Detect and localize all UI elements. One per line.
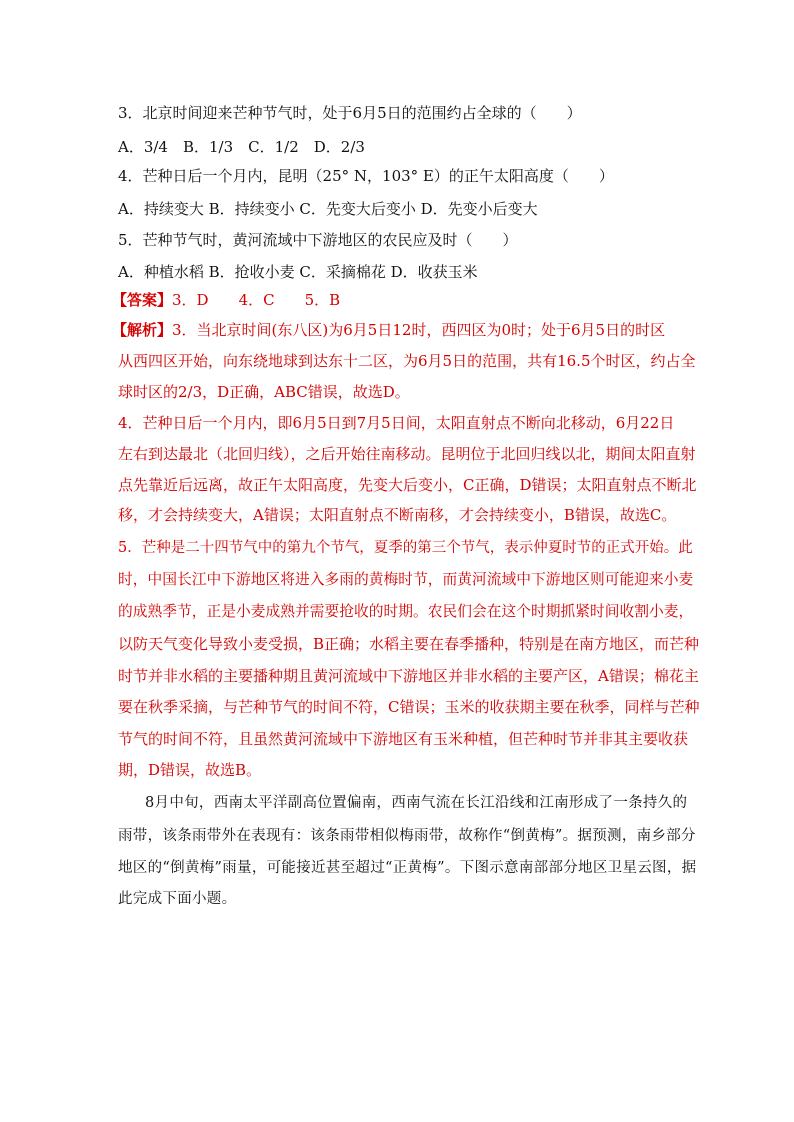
passage-line-1: 8月中旬，西南太平洋副高位置偏南，西南气流在长江沿线和江南形成了一条持久的	[145, 795, 688, 811]
analysis-line-8: 5．芒种是二十四节气中的第九个节气，夏季的第三个节气，表示仲夏时节的正式开始。此	[118, 540, 693, 556]
analysis-line-15: 期，D错误，故选B。	[118, 761, 262, 779]
passage-line-2: 雨带，该条雨带外在表现有：该条雨带相似梅雨带，故称作“倒黄梅”。据预测，南乡部分	[118, 828, 696, 844]
analysis-line-4: 4．芒种日后一个月内，即6月5日到7月5日间，太阳直射点不断向北移动，6月22日	[118, 414, 675, 432]
question-5: 5．芒种节气时，黄河流域中下游地区的农民应及时（ ）	[118, 231, 518, 249]
analysis-line-2: 从西四区开始，向东绕地球到达东十二区，为6月5日的范围，共有16.5个时区，约占全	[118, 352, 696, 370]
analysis-line-5: 左右到达最北（北回归线），之后开始往南移动。昆明位于北回归线以北，期间太阳直射	[118, 445, 696, 463]
analysis-line-11: 以防天气变化导致小麦受损，B正确；水稻主要在春季播种，特别是在南方地区，而芒种	[118, 635, 700, 653]
analysis-line-13: 要在秋季采摘，与芒种节气的时间不符，C错误；玉米的收获期主要在秋季，同样与芒种	[118, 698, 700, 716]
passage-line-4: 此完成下面小题。	[118, 891, 237, 907]
analysis-line-9: 时，中国长江中下游地区将进入多雨的黄梅时节，而黄河流域中下游地区则可能迎来小麦	[118, 571, 694, 588]
question-4-options: A．持续变大 B．持续变小 C．先变大后变小 D．先变小后变大	[118, 200, 538, 218]
analysis-line-12: 时节并非水稻的主要播种期且黄河流域中下游地区并非水稻的主要产区，A错误；棉花主	[118, 667, 699, 685]
question-5-options: A．种植水稻 B．抢收小麦 C．采摘棉花 D．收获玉米	[118, 263, 478, 281]
analysis-line-1	[112, 320, 665, 340]
analysis-text: 3．当北京时间(东八区)为6月5日12时，西四区为0时；处于6月5日的时区	[172, 321, 666, 339]
answer-line	[112, 290, 340, 310]
analysis-line-6: 点先靠近后远离，故正午太阳高度，先变大后变小，C正确，D错误；太阳直射点不断北	[118, 476, 697, 494]
question-3: 3．北京时间迎来芒种节气时，处于6月5日的范围约占全球的（ ）	[118, 104, 582, 122]
answer-text: 3．D 4．C 5．B	[172, 291, 341, 309]
passage-line-3: 地区的“倒黄梅”雨量，可能接近甚至超过“正黄梅”。下图示意南部部分地区卫星云图，据	[118, 860, 697, 876]
answer-label: 【答案】	[112, 291, 173, 309]
question-3-options: A．3/4 B．1/3 C．1/2 D．2/3	[118, 138, 365, 156]
analysis-line-14: 节气的时间不符，且虽然黄河流域中下游地区有玉米种植，但芒种时节并非其主要收获	[118, 730, 689, 748]
question-4: 4．芒种日后一个月内，昆明（25° N，103° E）的正午太阳高度（ ）	[118, 167, 614, 185]
analysis-line-7: 移，才会持续变大，A错误；太阳直射点不断南移，才会持续变小，B错误，故选C。	[118, 506, 677, 524]
analysis-label: 【解析】	[112, 321, 173, 339]
analysis-line-3: 球时区的2/3，D正确，ABC错误，故选D。	[118, 383, 410, 401]
analysis-line-10: 的成熟季节，正是小麦成熟并需要抢收的时期。农民们会在这个时期抓紧时间收割小麦，	[118, 603, 694, 620]
